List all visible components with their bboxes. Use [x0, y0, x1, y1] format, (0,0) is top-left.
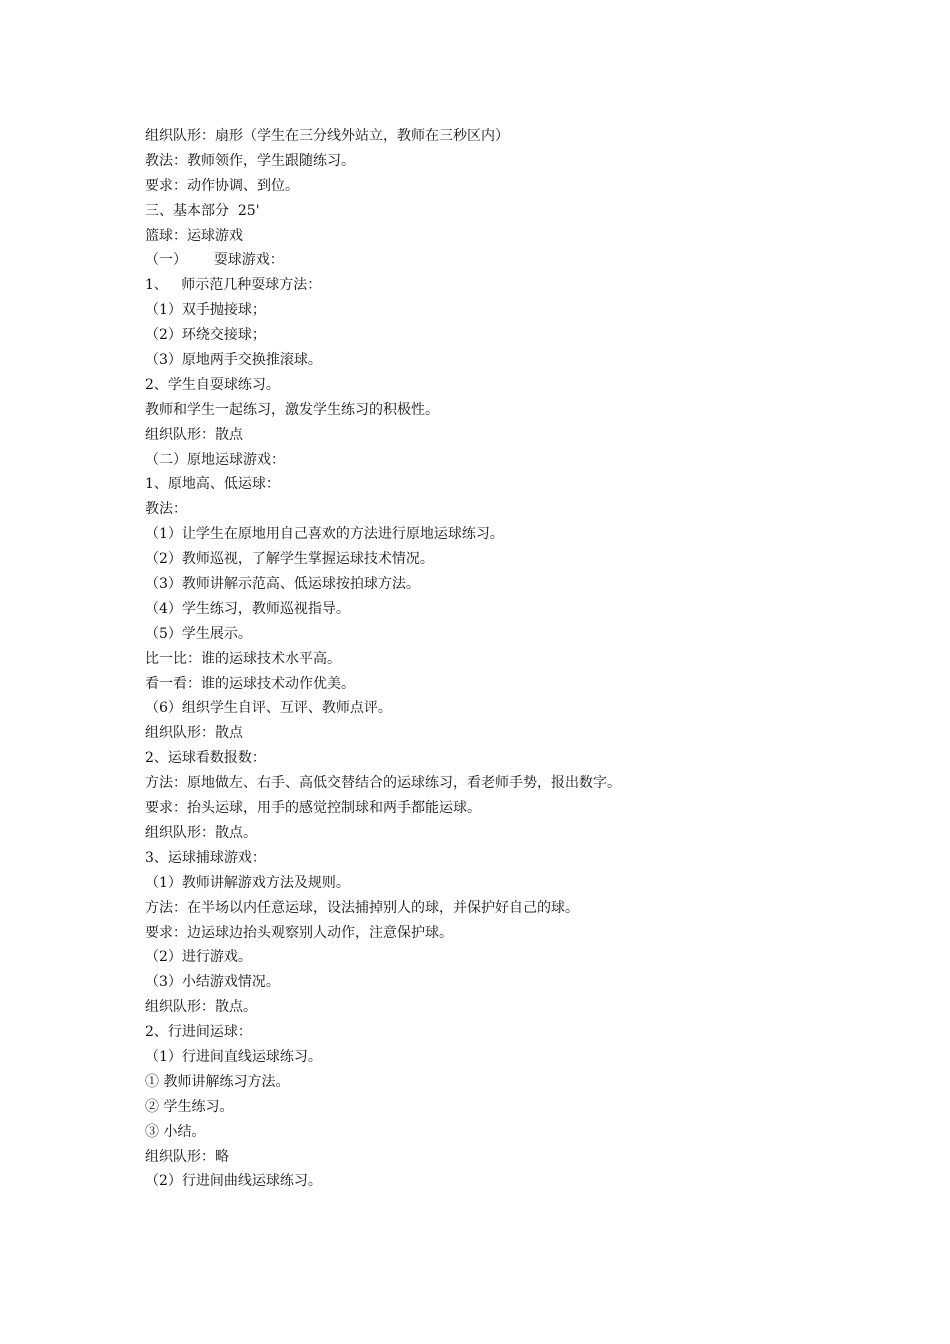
text-line: 2、行进间运球：	[145, 1024, 252, 1041]
text-line: 组织队形：略	[145, 1148, 229, 1165]
text-line: 组织队形：散点	[145, 725, 243, 742]
text-line: （1）让学生在原地用自己喜欢的方法进行原地运球练习。	[145, 526, 504, 543]
text-line: （1）双手抛接球；	[145, 302, 266, 319]
text-line: （3）教师讲解示范高、低运球按拍球方法。	[145, 576, 420, 593]
text-line: （1）行进间直线运球练习。	[145, 1048, 322, 1065]
text-line: 教师和学生一起练习，激发学生练习的积极性。	[145, 401, 439, 418]
text-line: （2）行进间曲线运球练习。	[145, 1173, 322, 1190]
text-line: （一） 耍球游戏：	[145, 252, 284, 269]
document-body	[145, 124, 845, 1194]
text-line: （3）小结游戏情况。	[145, 974, 280, 991]
text-line: 组织队形：扇形（学生在三分线外站立，教师在三秒区内）	[145, 128, 509, 144]
text-line: 方法：原地做左、右手、高低交替结合的运球练习，看老师手势，报出数字。	[145, 775, 621, 792]
text-line: 2、运球看数报数：	[145, 750, 266, 767]
text-line: 1、原地高、低运球：	[145, 476, 280, 493]
text-line: （二）原地运球游戏：	[145, 451, 285, 468]
text-line: 方法：在半场以内任意运球，设法捕掉别人的球，并保护好自己的球。	[145, 899, 579, 916]
text-line: 看一看：谁的运球技术动作优美。	[145, 675, 355, 692]
text-line: ② 学生练习。	[145, 1098, 234, 1115]
text-line: 要求：边运球边抬头观察别人动作，注意保护球。	[145, 924, 453, 941]
text-line: 篮球：运球游戏	[145, 227, 243, 244]
text-line: 组织队形：散点	[145, 426, 243, 443]
text-line: 要求：抬头运球，用手的感觉控制球和两手都能运球。	[145, 800, 481, 817]
text-line: （2）进行游戏。	[145, 949, 252, 966]
text-line: （2）环绕交接球；	[145, 327, 266, 344]
text-line: （5）学生展示。	[145, 625, 252, 642]
text-line: （3）原地两手交换推滚球。	[145, 352, 322, 369]
text-line: （6）组织学生自评、互评、教师点评。	[145, 700, 392, 717]
text-line: 教法：	[145, 501, 187, 518]
text-line: 3、运球捕球游戏：	[145, 849, 266, 866]
text-line: （1）教师讲解游戏方法及规则。	[145, 874, 350, 891]
text-line: 教法：教师领作，学生跟随练习。	[145, 152, 355, 169]
text-line: 要求：动作协调、到位。	[145, 177, 299, 194]
text-line: 比一比：谁的运球技术水平高。	[145, 650, 341, 667]
text-line: 组织队形：散点。	[145, 824, 257, 841]
text-line: 组织队形：散点。	[145, 999, 257, 1016]
text-line: ① 教师讲解练习方法。	[145, 1073, 290, 1090]
text-line: （2）教师巡视，了解学生掌握运球技术情况。	[145, 551, 434, 568]
text-line: 1、 师示范几种耍球方法：	[145, 277, 322, 294]
text-line: 三、基本部分 25'	[145, 202, 260, 219]
text-line: 2、学生自耍球练习。	[145, 376, 280, 393]
text-line: （4）学生练习，教师巡视指导。	[145, 600, 350, 617]
text-line: ③ 小结。	[145, 1123, 206, 1140]
